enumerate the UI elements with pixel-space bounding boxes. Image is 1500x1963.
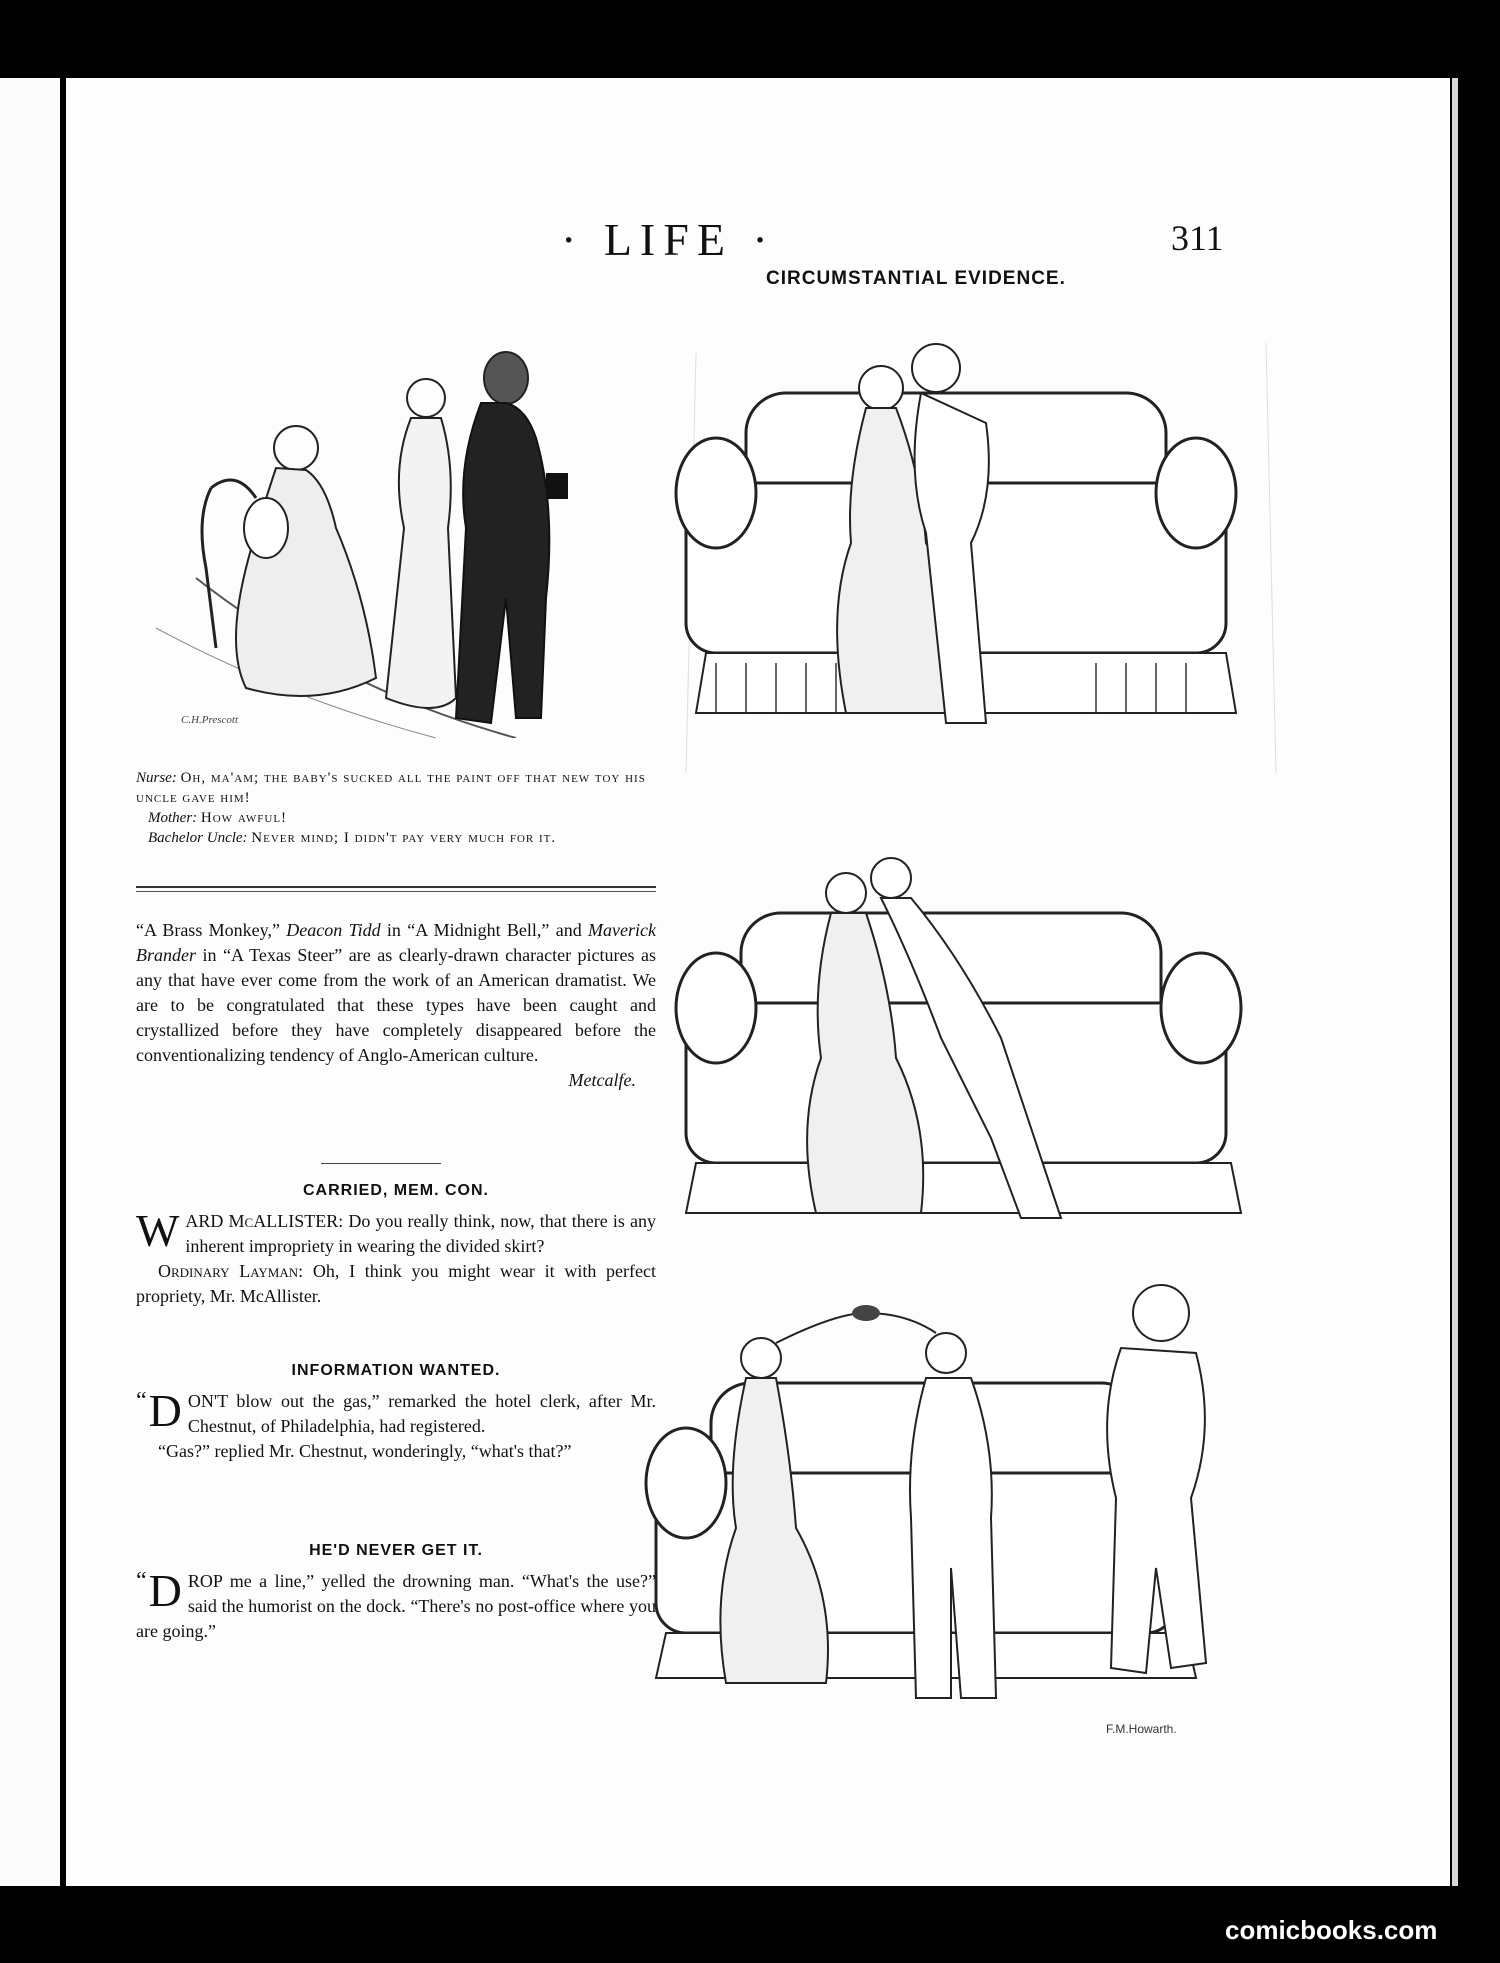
- review-paragraph: [136, 918, 656, 1093]
- information-open-quote: “: [136, 1388, 147, 1414]
- information-text-1: ON'T blow out the gas,” remarked the hotel clerk, after Mr. Chestnut, of Philadelphia, had registered.: [187, 1391, 656, 1436]
- caption-line-nurse: Oh, ma'am; the baby's sucked all the paint off that new toy his uncle gave him!: [136, 770, 646, 806]
- carried-line-1: : Do you really think, now, that there is any inherent impropriety in wearing the divided skirt?: [185, 1211, 656, 1256]
- never-open-quote: “: [136, 1568, 147, 1594]
- carried-section: [136, 1178, 656, 1309]
- left-artist-signature: C.H.Prescott: [181, 714, 239, 726]
- review-text-3: in “A Texas Steer” are as clearly-drawn character pictures as any that have ever come from the work of an American dramatist. We are to be congratulated that these types have been caught and crystallized before they have completely disappeared before the conventionalizing tendency of Anglo-American culture.: [136, 945, 656, 1065]
- page-number: 311: [1171, 218, 1224, 258]
- never-drop-cap: D: [148, 1565, 182, 1616]
- never-text-1: ROP me a line,” yelled the drowning man. “What's the use?” said the humorist on the dock. “There's no post-office where you are going.”: [136, 1571, 656, 1641]
- review-text-1: “A Brass Monkey,”: [136, 920, 287, 940]
- sofa-panel-2: [641, 838, 1301, 1238]
- carried-speaker-2: Ordinary Layman: [158, 1261, 299, 1281]
- section-rule: [136, 886, 656, 888]
- never-section: [136, 1538, 656, 1644]
- watermark: comicbooks.com: [1225, 1915, 1438, 1945]
- cartoon-title: CIRCUMSTANTIAL EVIDENCE.: [766, 268, 1066, 289]
- review-signature: Metcalfe.: [568, 1070, 636, 1090]
- caption-speaker-uncle: Bachelor Uncle:: [148, 830, 248, 846]
- review-title-1: Deacon Tidd: [286, 920, 381, 940]
- information-text-2: “Gas?” replied Mr. Chestnut, wonderingly, “what's that?”: [158, 1441, 572, 1461]
- section-rule-thin: [136, 891, 656, 892]
- carried-speaker-1: ARD McALLISTER: [185, 1211, 339, 1231]
- carried-heading: CARRIED, MEM. CON.: [303, 1182, 489, 1199]
- sofa-panel-3: [616, 1268, 1316, 1738]
- nurse-illustration: [136, 268, 616, 738]
- nurse-caption: [136, 768, 656, 848]
- carried-drop-cap: W: [136, 1205, 180, 1256]
- caption-line-uncle: Never mind; I didn't pay very much for it.: [251, 830, 557, 846]
- caption-speaker-nurse: Nurse:: [136, 770, 177, 786]
- caption-speaker-mother: Mother:: [148, 810, 198, 826]
- right-artist-signature: F.M.Howarth.: [1106, 1722, 1177, 1736]
- carried-line-2: : Oh, I think you might wear it with perfect propriety, Mr. McAllister.: [136, 1261, 656, 1306]
- magazine-page: [66, 78, 1450, 1886]
- review-title-2: Maverick Brander: [136, 920, 656, 965]
- short-rule: [321, 1163, 441, 1164]
- page-edge: [1452, 78, 1458, 1886]
- review-text-2: in “A Midnight Bell,” and: [380, 920, 589, 940]
- sofa-panel-1: [646, 293, 1296, 803]
- information-section: [136, 1358, 656, 1464]
- information-heading: INFORMATION WANTED.: [291, 1362, 501, 1379]
- never-heading: HE'D NEVER GET IT.: [309, 1542, 483, 1559]
- magazine-title: · LIFE ·: [561, 214, 776, 265]
- caption-line-mother: How awful!: [200, 810, 288, 826]
- information-drop-cap: D: [148, 1385, 182, 1436]
- left-page-edge: [0, 78, 60, 1886]
